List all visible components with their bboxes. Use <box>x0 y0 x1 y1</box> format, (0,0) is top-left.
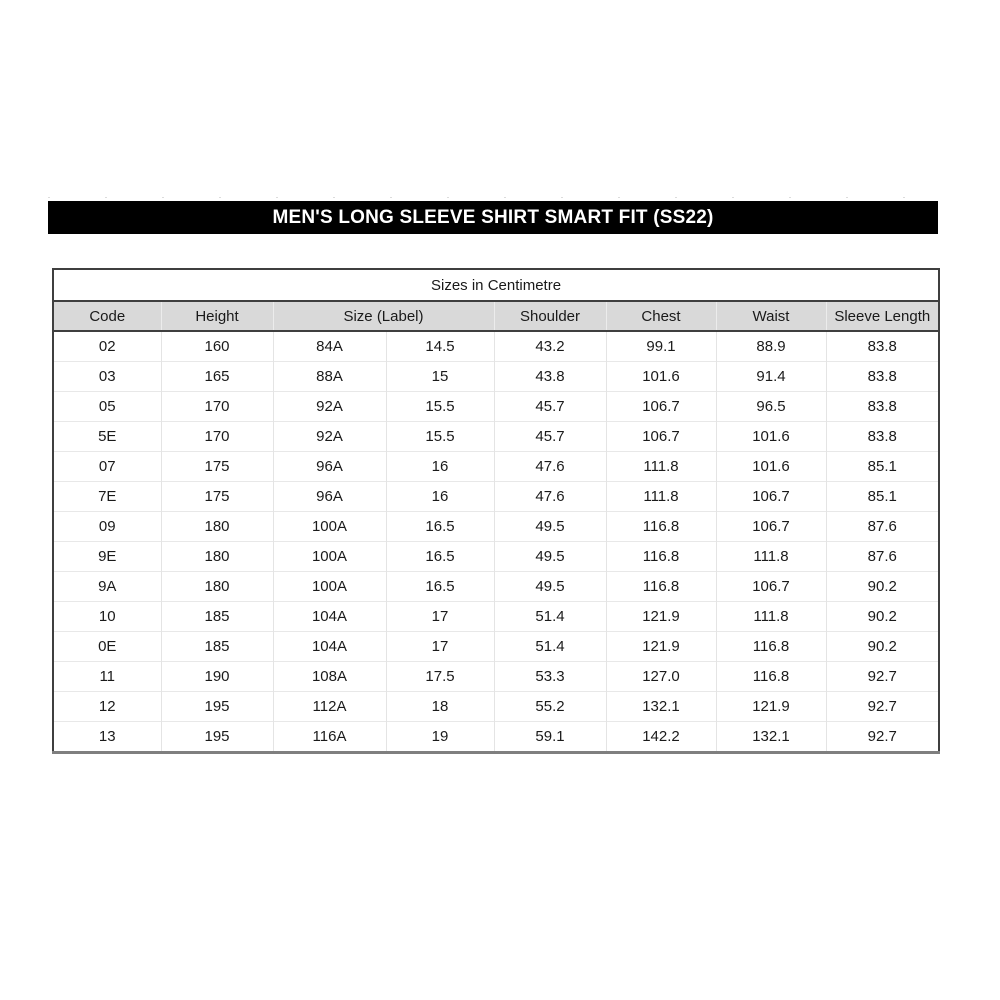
cell-chest: 99.1 <box>606 331 716 362</box>
cell-chest: 116.8 <box>606 572 716 602</box>
page-title: MEN'S LONG SLEEVE SHIRT SMART FIT (SS22) <box>272 206 714 228</box>
cell-waist: 132.1 <box>716 722 826 753</box>
cell-size-collar: 17 <box>386 632 494 662</box>
cell-shoulder: 51.4 <box>494 632 606 662</box>
cell-size-collar: 16 <box>386 452 494 482</box>
cell-waist: 111.8 <box>716 602 826 632</box>
cell-height: 180 <box>161 572 273 602</box>
table-row <box>53 422 939 452</box>
cell-size-label: 112A <box>273 692 386 722</box>
cell-shoulder: 43.2 <box>494 331 606 362</box>
size-chart-table <box>52 268 940 754</box>
cell-code: 13 <box>53 722 161 753</box>
cell-size-collar: 16.5 <box>386 542 494 572</box>
cell-sleeve-length: 92.7 <box>826 722 939 753</box>
cell-code: 9A <box>53 572 161 602</box>
table-row <box>53 662 939 692</box>
cell-size-collar: 19 <box>386 722 494 753</box>
cell-code: 09 <box>53 512 161 542</box>
cell-code: 07 <box>53 452 161 482</box>
cell-sleeve-length: 83.8 <box>826 392 939 422</box>
cell-size-collar: 16 <box>386 482 494 512</box>
cell-waist: 101.6 <box>716 422 826 452</box>
cell-code: 7E <box>53 482 161 512</box>
table-row <box>53 392 939 422</box>
cell-chest: 132.1 <box>606 692 716 722</box>
table-row <box>53 362 939 392</box>
cell-height: 180 <box>161 542 273 572</box>
cell-shoulder: 45.7 <box>494 422 606 452</box>
cell-size-label: 108A <box>273 662 386 692</box>
size-chart-container <box>52 268 940 754</box>
table-row <box>53 452 939 482</box>
table-row <box>53 632 939 662</box>
cell-height: 190 <box>161 662 273 692</box>
cell-shoulder: 59.1 <box>494 722 606 753</box>
cell-shoulder: 55.2 <box>494 692 606 722</box>
cell-size-label: 92A <box>273 392 386 422</box>
cell-size-label: 104A <box>273 602 386 632</box>
cell-sleeve-length: 83.8 <box>826 331 939 362</box>
table-row <box>53 512 939 542</box>
table-row <box>53 722 939 753</box>
cell-waist: 111.8 <box>716 542 826 572</box>
cell-height: 195 <box>161 722 273 753</box>
cell-shoulder: 47.6 <box>494 452 606 482</box>
cell-height: 180 <box>161 512 273 542</box>
cell-sleeve-length: 85.1 <box>826 452 939 482</box>
column-header-sleeve-length: Sleeve Length <box>826 301 939 331</box>
cell-shoulder: 47.6 <box>494 482 606 512</box>
cell-sleeve-length: 83.8 <box>826 422 939 452</box>
cell-height: 185 <box>161 602 273 632</box>
cell-height: 170 <box>161 422 273 452</box>
faint-gridline-dashes <box>48 197 938 198</box>
cell-size-label: 96A <box>273 452 386 482</box>
cell-shoulder: 53.3 <box>494 662 606 692</box>
cell-height: 165 <box>161 362 273 392</box>
table-row <box>53 692 939 722</box>
cell-size-label: 100A <box>273 572 386 602</box>
cell-shoulder: 49.5 <box>494 512 606 542</box>
cell-size-label: 96A <box>273 482 386 512</box>
cell-chest: 111.8 <box>606 482 716 512</box>
table-row <box>53 482 939 512</box>
cell-waist: 121.9 <box>716 692 826 722</box>
cell-height: 185 <box>161 632 273 662</box>
cell-size-label: 100A <box>273 512 386 542</box>
column-header-chest: Chest <box>606 301 716 331</box>
cell-sleeve-length: 87.6 <box>826 542 939 572</box>
cell-waist: 116.8 <box>716 632 826 662</box>
cell-shoulder: 45.7 <box>494 392 606 422</box>
cell-waist: 106.7 <box>716 512 826 542</box>
cell-waist: 88.9 <box>716 331 826 362</box>
cell-code: 12 <box>53 692 161 722</box>
cell-chest: 116.8 <box>606 512 716 542</box>
cell-height: 170 <box>161 392 273 422</box>
cell-chest: 111.8 <box>606 452 716 482</box>
cell-sleeve-length: 90.2 <box>826 632 939 662</box>
cell-sleeve-length: 85.1 <box>826 482 939 512</box>
table-caption-row <box>53 269 939 301</box>
column-header-size-label: Size (Label) <box>273 301 494 331</box>
cell-waist: 101.6 <box>716 452 826 482</box>
cell-size-collar: 15 <box>386 362 494 392</box>
cell-sleeve-length: 83.8 <box>826 362 939 392</box>
cell-height: 160 <box>161 331 273 362</box>
cell-size-label: 88A <box>273 362 386 392</box>
cell-code: 5E <box>53 422 161 452</box>
cell-code: 05 <box>53 392 161 422</box>
column-header-shoulder: Shoulder <box>494 301 606 331</box>
cell-height: 195 <box>161 692 273 722</box>
cell-chest: 106.7 <box>606 392 716 422</box>
cell-code: 02 <box>53 331 161 362</box>
cell-shoulder: 51.4 <box>494 602 606 632</box>
cell-chest: 121.9 <box>606 602 716 632</box>
cell-waist: 106.7 <box>716 482 826 512</box>
cell-waist: 106.7 <box>716 572 826 602</box>
table-caption: Sizes in Centimetre <box>53 269 939 301</box>
cell-size-label: 100A <box>273 542 386 572</box>
title-banner <box>48 201 938 234</box>
cell-size-collar: 16.5 <box>386 512 494 542</box>
cell-chest: 116.8 <box>606 542 716 572</box>
table-row <box>53 542 939 572</box>
cell-sleeve-length: 87.6 <box>826 512 939 542</box>
cell-shoulder: 49.5 <box>494 572 606 602</box>
cell-size-collar: 18 <box>386 692 494 722</box>
cell-code: 0E <box>53 632 161 662</box>
cell-size-collar: 17 <box>386 602 494 632</box>
table-row <box>53 572 939 602</box>
cell-sleeve-length: 92.7 <box>826 692 939 722</box>
table-body <box>53 331 939 753</box>
cell-waist: 116.8 <box>716 662 826 692</box>
table-row <box>53 602 939 632</box>
cell-size-collar: 15.5 <box>386 392 494 422</box>
cell-chest: 106.7 <box>606 422 716 452</box>
cell-code: 03 <box>53 362 161 392</box>
cell-size-label: 104A <box>273 632 386 662</box>
cell-sleeve-length: 92.7 <box>826 662 939 692</box>
cell-shoulder: 49.5 <box>494 542 606 572</box>
table-header-row <box>53 301 939 331</box>
cell-sleeve-length: 90.2 <box>826 572 939 602</box>
cell-size-label: 84A <box>273 331 386 362</box>
cell-waist: 96.5 <box>716 392 826 422</box>
cell-height: 175 <box>161 482 273 512</box>
column-header-waist: Waist <box>716 301 826 331</box>
cell-chest: 101.6 <box>606 362 716 392</box>
cell-code: 10 <box>53 602 161 632</box>
cell-size-label: 92A <box>273 422 386 452</box>
cell-size-collar: 15.5 <box>386 422 494 452</box>
cell-chest: 142.2 <box>606 722 716 753</box>
cell-waist: 91.4 <box>716 362 826 392</box>
cell-height: 175 <box>161 452 273 482</box>
cell-code: 11 <box>53 662 161 692</box>
cell-chest: 121.9 <box>606 632 716 662</box>
table-row <box>53 331 939 362</box>
cell-size-collar: 16.5 <box>386 572 494 602</box>
cell-code: 9E <box>53 542 161 572</box>
cell-sleeve-length: 90.2 <box>826 602 939 632</box>
cell-shoulder: 43.8 <box>494 362 606 392</box>
column-header-code: Code <box>53 301 161 331</box>
cell-size-label: 116A <box>273 722 386 753</box>
column-header-height: Height <box>161 301 273 331</box>
cell-size-collar: 14.5 <box>386 331 494 362</box>
cell-size-collar: 17.5 <box>386 662 494 692</box>
cell-chest: 127.0 <box>606 662 716 692</box>
